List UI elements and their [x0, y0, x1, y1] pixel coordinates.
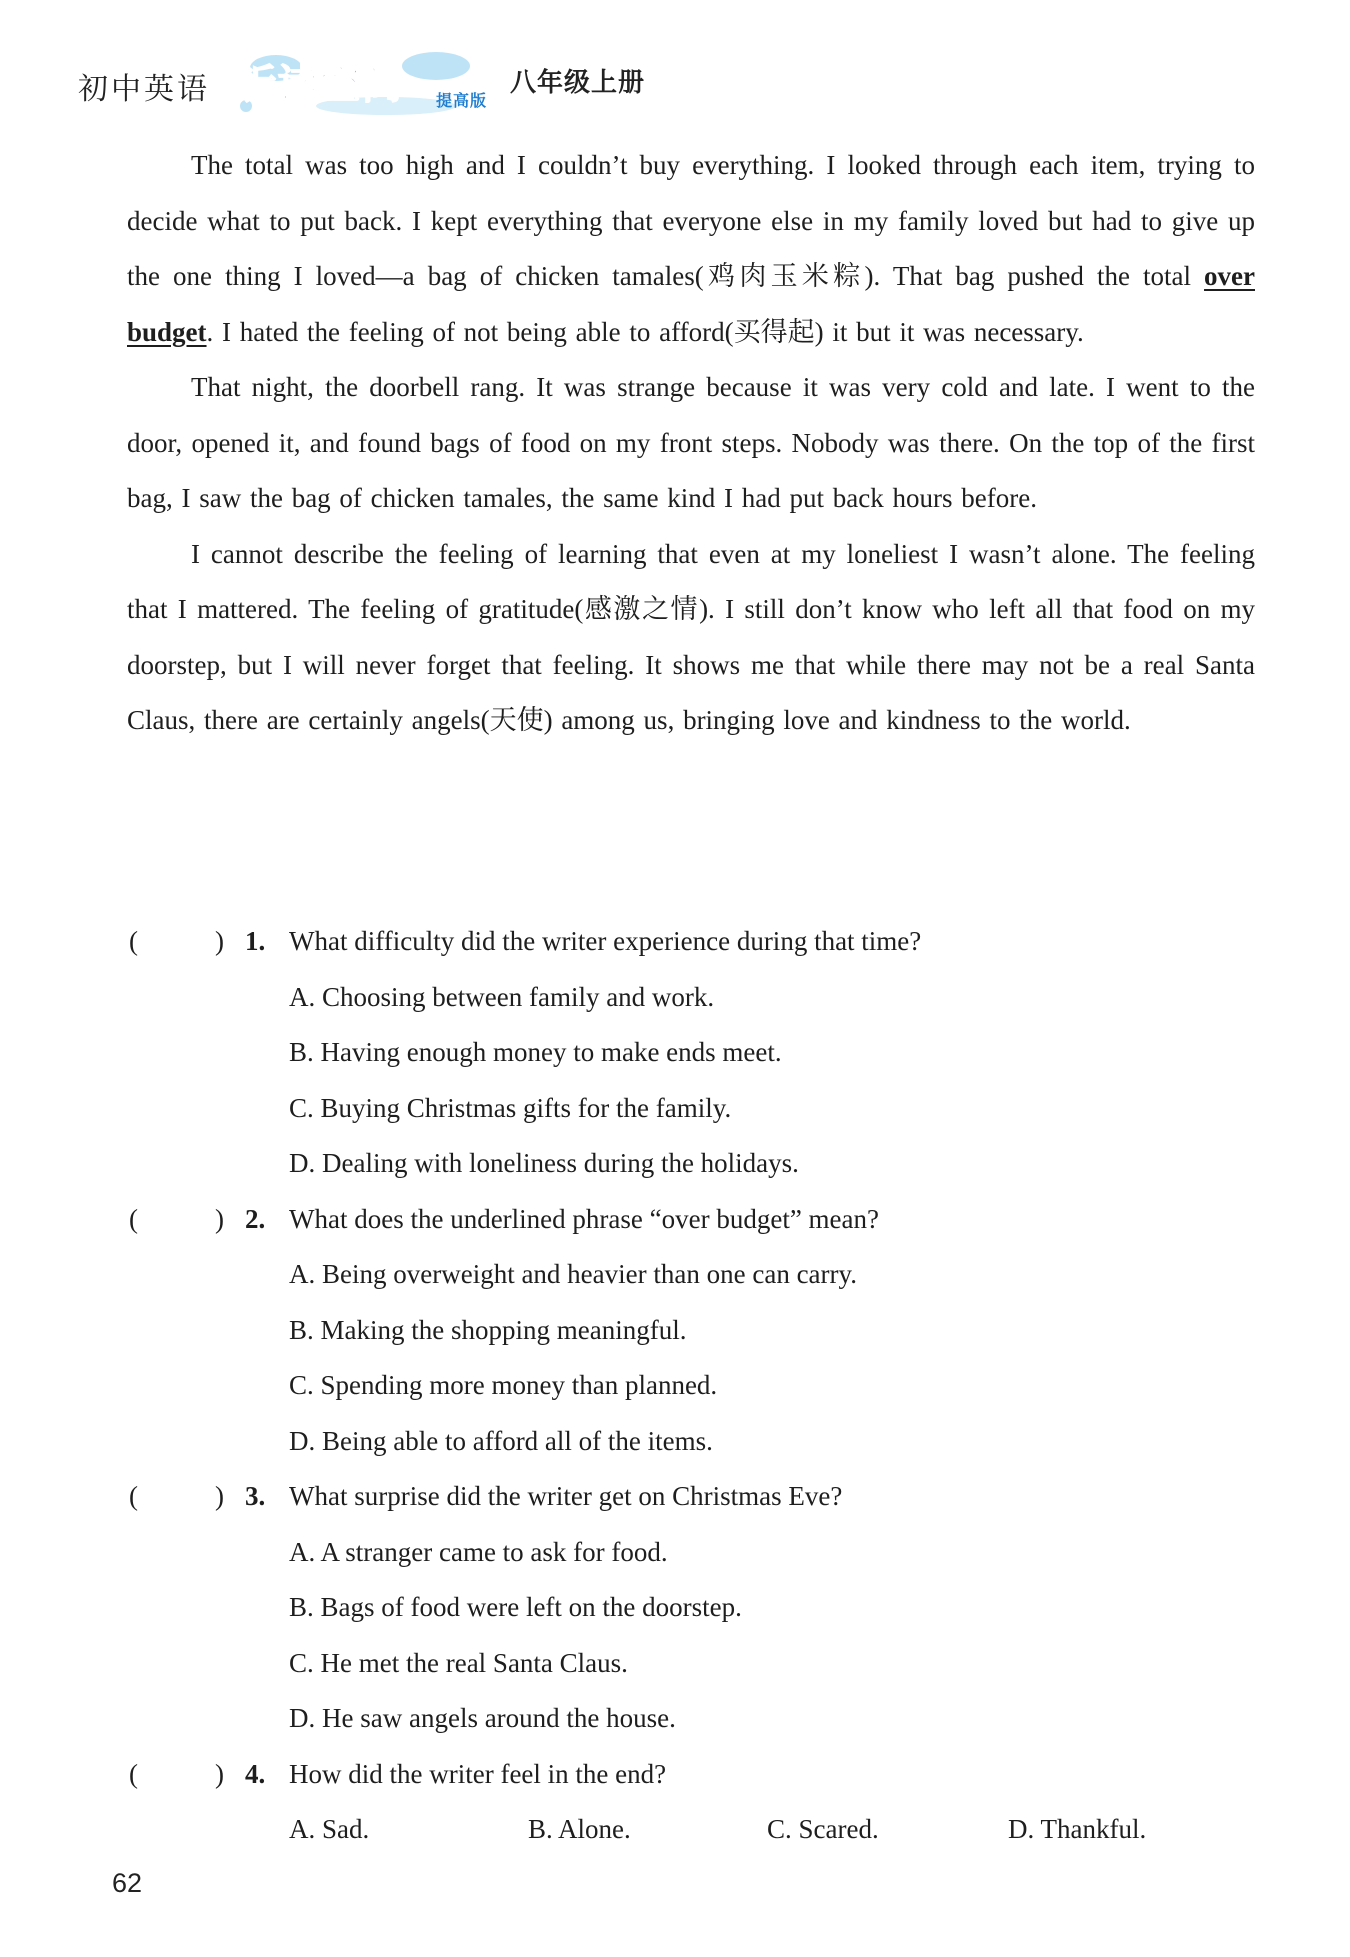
option-c: C. He met the real Santa Claus. [289, 1647, 628, 1678]
option-a: A. Being overweight and heavier than one can carry. [289, 1259, 858, 1289]
paren-close: ) [215, 1481, 224, 1511]
option-b: B. Having enough money to make ends meet. [289, 1037, 782, 1067]
question-number: 2. [245, 1203, 266, 1234]
option-b: B. Bags of food were left on the doorstep. [289, 1592, 742, 1622]
paren-open: ( [129, 926, 138, 956]
question-stem: What surprise did the writer get on Christmas Eve? [289, 1481, 843, 1511]
question-4 [127, 1747, 1255, 1858]
option-d: D. He saw angels around the house. [289, 1703, 676, 1733]
question-stem: How did the writer feel in the end? [289, 1758, 667, 1789]
passage-paragraph: I cannot describe the feeling of learning that even at my loneliest I wasn’t alone. The feeling that I mattered. The feeling of gratitude(感激之情). I still don’t know who left all that food on my doorstep, but I will never forget that feeling. It shows me that while there may not be a real Santa Claus, there are certainly angels(天使) among us, bringing love and kindness to the world. [127, 538, 1255, 735]
option-a: A. Sad. [289, 1814, 370, 1844]
paren-close: ) [215, 926, 224, 956]
paren-close: ) [215, 1203, 224, 1234]
question-line [127, 1747, 1255, 1803]
question-2 [127, 1192, 1255, 1470]
passage-paragraph [127, 138, 1255, 360]
option-d: D. Thankful. [1008, 1814, 1147, 1844]
logo-text: 听读空间 [236, 62, 404, 108]
passage-paragraph: That night, the doorbell rang. It was strange because it was very cold and late. I went to the door, opened it, and found bags of food on my front steps. Nobody was there. On the top of the first bag, I saw the bag of chicken tamales, the same kind I had put back hours before. [127, 372, 1255, 513]
edition-label: 提高版 [436, 91, 488, 110]
page-header [78, 48, 678, 118]
question-line [127, 1469, 1255, 1525]
option-b: B. Making the shopping meaningful. [289, 1314, 687, 1345]
option-c: C. Scared. [767, 1814, 879, 1844]
question-line [127, 1192, 1255, 1248]
option-d: D. Being able to afford all of the items. [289, 1425, 713, 1456]
question-number: 3. [245, 1481, 266, 1511]
paragraph-text: . I hated the feeling of not being able to afford(买得起) it but it was necessary. [206, 316, 1084, 347]
option-c: C. Buying Christmas gifts for the family. [289, 1092, 732, 1123]
option-row [127, 1802, 1255, 1858]
option-a: A. A stranger came to ask for food. [289, 1536, 668, 1567]
paragraph-text: The total was too high and I couldn’t buy everything. I looked through each item, trying to decide what to put back. I kept everything that everyone else in my family loved but had to give up the one thing I loved—a bag of chicken tamales(鸡肉玉米粽). That bag pushed the total [127, 150, 1255, 291]
paren-open: ( [129, 1203, 138, 1234]
option-a: A. Choosing between family and work. [289, 981, 715, 1012]
paren-close: ) [215, 1758, 224, 1789]
question-number: 4. [245, 1758, 266, 1789]
page-number: 62 [112, 1868, 143, 1898]
question-stem: What difficulty did the writer experience during that time? [289, 926, 922, 956]
paren-open: ( [129, 1758, 138, 1789]
question-number: 1. [245, 926, 266, 956]
series-title: 初中英语 [78, 72, 210, 107]
paren-open: ( [129, 1481, 138, 1511]
option-d: D. Dealing with loneliness during the holidays. [289, 1148, 799, 1178]
grade-label: 八年级上册 [510, 68, 646, 98]
reading-passage [127, 138, 1255, 749]
option-c: C. Spending more money than planned. [289, 1370, 718, 1400]
question-3 [127, 1469, 1255, 1747]
option-b: B. Alone. [528, 1814, 631, 1844]
question-list [127, 914, 1255, 1858]
underlined-phrase: over budget [127, 261, 1255, 347]
question-line [127, 914, 1255, 970]
question-stem: What does the underlined phrase “over budget” mean? [289, 1203, 880, 1234]
question-1 [127, 914, 1255, 1192]
